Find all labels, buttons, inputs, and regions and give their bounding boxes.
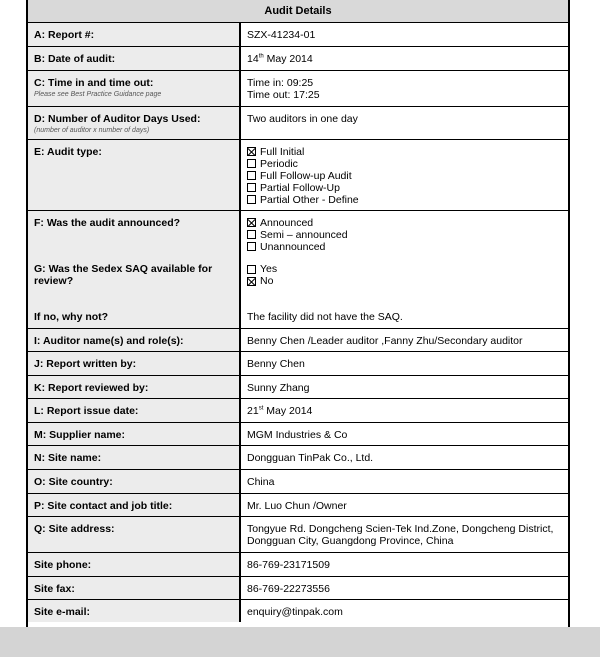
country-value: China: [240, 469, 568, 493]
announced-label: F: Was the audit announced?: [28, 210, 240, 257]
issue-date-label: L: Report issue date:: [28, 398, 240, 422]
report-number-value: SZX-41234-01: [247, 29, 316, 41]
table-row: [28, 576, 568, 599]
checkbox-option[interactable]: [247, 263, 562, 275]
checkbox-label: Partial Follow-Up: [260, 181, 340, 194]
audit-type-options: [240, 139, 568, 210]
checkbox-label: Full Follow-up Audit: [260, 169, 352, 182]
auditor-days-label: D: Number of Auditor Days Used:: [34, 112, 201, 125]
site-name-label: N: Site name:: [28, 445, 240, 469]
issue-date-value: [240, 398, 568, 422]
table-row: [28, 516, 568, 552]
email-value: enquiry@tinpak.com: [240, 599, 568, 622]
table-row: [28, 469, 568, 493]
table-row: [28, 398, 568, 422]
checkbox-label: Semi – announced: [260, 228, 348, 241]
supplier-value: MGM Industries & Co: [240, 422, 568, 445]
time-in: Time in: 09:25: [247, 76, 314, 89]
date-suffix: st: [258, 405, 264, 411]
fax-label: Site fax:: [28, 576, 240, 599]
checkbox-label: Full Initial: [260, 145, 305, 158]
reviewed-by-label: K: Report reviewed by:: [28, 375, 240, 398]
checkbox-label: Periodic: [260, 157, 298, 170]
date-day: 21: [247, 404, 259, 417]
checkbox-checked-icon[interactable]: [247, 147, 256, 156]
auditors-value: Benny Chen /Leader auditor ,Fanny Zhu/Secondary auditor: [240, 328, 568, 351]
table-row: [28, 106, 568, 139]
time-label: C: Time in and time out:: [34, 76, 154, 89]
contact-value: Mr. Luo Chun /Owner: [240, 493, 568, 516]
report-number-label: A: Report #:: [28, 23, 240, 46]
checkbox-option[interactable]: [247, 275, 562, 287]
time-label-cell: [28, 70, 240, 106]
time-note: Please see Best Practice Guidance page: [34, 90, 162, 98]
fax-value: 86-769-22273556: [240, 576, 568, 599]
checkbox-unchecked-icon[interactable]: [247, 171, 256, 180]
table-row: [28, 445, 568, 469]
table-row: [28, 210, 568, 257]
time-value-cell: [240, 70, 568, 106]
checkbox-label: Partial Other - Define: [260, 193, 359, 206]
checkbox-unchecked-icon[interactable]: [247, 195, 256, 204]
table-row: [28, 599, 568, 622]
checkbox-label: Yes: [260, 263, 278, 275]
table-row: [28, 328, 568, 351]
country-label: O: Site country:: [28, 469, 240, 493]
checkbox-option[interactable]: [247, 217, 562, 229]
checkbox-label: Announced: [260, 216, 314, 229]
viewer-bottom-bar: [0, 627, 600, 657]
date-rest: May 2014: [263, 52, 313, 65]
checkbox-option[interactable]: [247, 170, 562, 182]
supplier-label: M: Supplier name:: [28, 422, 240, 445]
checkbox-unchecked-icon[interactable]: [247, 183, 256, 192]
checkbox-checked-icon[interactable]: [247, 277, 256, 286]
table-row: [28, 70, 568, 106]
table-row: [28, 305, 568, 328]
audit-details-table: [28, 23, 568, 622]
date-rest: May 2014: [263, 404, 313, 417]
site-name-value: Dongguan TinPak Co., Ltd.: [240, 445, 568, 469]
checkbox-unchecked-icon[interactable]: [247, 242, 256, 251]
why-not-label: If no, why not?: [28, 305, 240, 328]
checkbox-checked-icon[interactable]: [247, 218, 256, 227]
reviewed-by-value: Sunny Zhang: [240, 375, 568, 398]
saq-options: [240, 257, 568, 305]
written-by-value: Benny Chen: [240, 351, 568, 375]
auditor-days-note: (number of auditor x number of days): [34, 126, 150, 134]
audit-details-document: [26, 0, 570, 627]
why-not-value: The facility did not have the SAQ.: [247, 311, 403, 323]
address-value: Tongyue Rd. Dongcheng Scien-Tek Ind.Zone, Dongcheng District, Dongguan City, Guangdong Province, China: [240, 516, 568, 552]
written-by-label: J: Report written by:: [28, 351, 240, 375]
contact-label: P: Site contact and job title:: [28, 493, 240, 516]
table-row: [28, 375, 568, 398]
checkbox-option[interactable]: [247, 182, 562, 194]
checkbox-option[interactable]: [247, 146, 562, 158]
table-row: [28, 493, 568, 516]
checkbox-unchecked-icon[interactable]: [247, 230, 256, 239]
auditors-label: I: Auditor name(s) and role(s):: [28, 328, 240, 351]
table-row: [28, 422, 568, 445]
address-label: Q: Site address:: [28, 516, 240, 552]
checkbox-option[interactable]: [247, 194, 562, 206]
email-label: Site e-mail:: [28, 599, 240, 622]
auditor-days-label-cell: [28, 106, 240, 139]
phone-value: 86-769-23171509: [240, 552, 568, 576]
audit-type-label: E: Audit type:: [28, 139, 240, 210]
table-row: [28, 23, 568, 46]
checkbox-label: Unannounced: [260, 240, 326, 253]
document-title: Audit Details: [28, 0, 568, 23]
table-row: [28, 351, 568, 375]
checkbox-unchecked-icon[interactable]: [247, 265, 256, 274]
date-of-audit-value: [240, 46, 568, 70]
checkbox-option[interactable]: [247, 229, 562, 241]
table-row: [28, 46, 568, 70]
auditor-days-value: Two auditors in one day: [240, 106, 568, 139]
date-of-audit-label: B: Date of audit:: [28, 46, 240, 70]
table-row: [28, 139, 568, 210]
checkbox-option[interactable]: [247, 158, 562, 170]
announced-options: [240, 210, 568, 257]
checkbox-unchecked-icon[interactable]: [247, 159, 256, 168]
table-row: [28, 552, 568, 576]
table-row: [28, 257, 568, 305]
date-suffix: th: [258, 53, 264, 59]
date-day: 14: [247, 52, 259, 65]
time-out: Time out: 17:25: [247, 88, 320, 101]
checkbox-label: No: [260, 275, 274, 287]
checkbox-option[interactable]: [247, 241, 562, 253]
phone-label: Site phone:: [28, 552, 240, 576]
saq-label: G: Was the Sedex SAQ available for review?: [28, 257, 240, 305]
